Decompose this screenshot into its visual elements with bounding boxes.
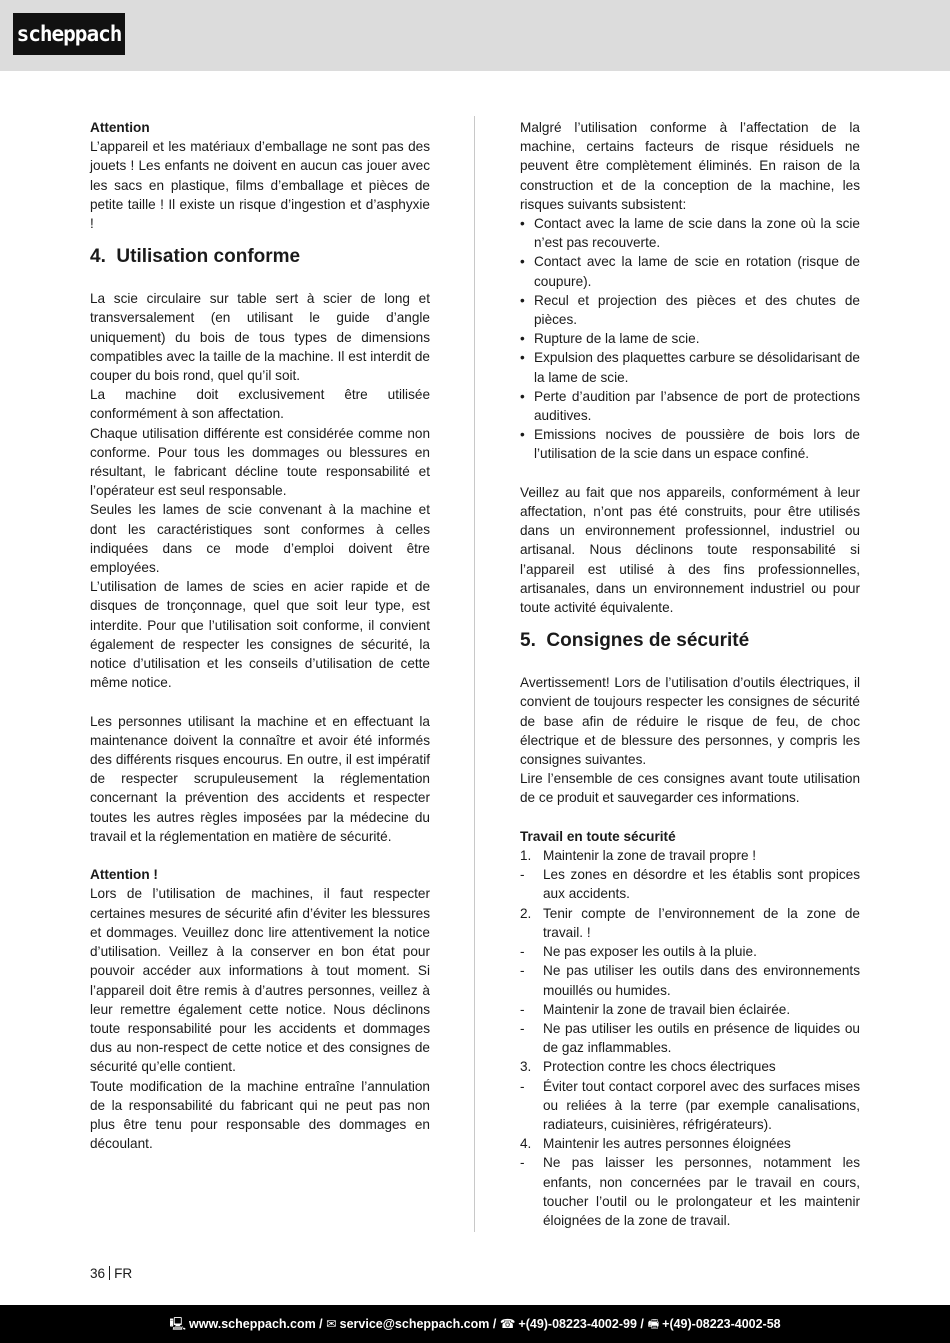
computer-icon: 🖳 [169,1317,187,1331]
list-item [520,961,860,999]
list-item [520,1057,860,1076]
section-5-title: Consignes de sécurité [546,630,750,652]
list-marker: - [520,1155,525,1171]
page-number-separator [109,1266,110,1280]
paragraph: L’utilisation de lames de scies en acier rapide et de disques de tronçonnage, quel que soit leur type, est interdite. Pour que l’utilisation soit conforme, il convient également de respecter les consignes de sécurité, la notice d’utilisation et les conseils d’utilisation de cette même notice. [90,579,430,691]
page-number [90,1266,132,1282]
list-item: • Expulsion des plaquettes carbure se désolidarisant de la lame de scie. [520,348,860,386]
list-item [520,1000,860,1019]
paragraph: Les personnes utilisant la machine et en effectuant la maintenance doivent la connaître et avoir été informés des différents risques encourus. En outre, il est impératif de respecter scrupuleusement la réglementation concernant la prévention des accidents et respecter toutes les autres règles imposées par la médecine du travail et la réglementation en matière de sécurité. [90,713,430,844]
attention-heading: Attention [90,120,150,135]
footer-web[interactable]: www.scheppach.com / [189,1317,323,1331]
list-text: Tenir compte de l’environnement de la zone de travail. ! [543,905,860,940]
list-text: Ne pas utiliser les outils dans des environnements mouillés ou humides. [543,963,860,998]
brand-logo: scheppach [13,13,125,55]
warning-paragraph: Avertissement! Lors de l’utilisation d’outils électriques, il convient de toujours respecter les consignes de sécurité de base afin de réduire le risque de feu, de choc électrique et de blessure des personnes, y compris les consignes suivantes. [520,675,860,768]
page-number-value: 36 [90,1266,106,1281]
list-marker: - [520,1001,525,1017]
list-text: Protection contre les chocs électriques [543,1059,776,1075]
page-footer [0,1305,950,1343]
paragraph: Lire l’ensemble de ces consignes avant toute utilisation de ce produit et sauvegarder ces informations. [520,771,860,806]
list-marker: 4. [520,1136,532,1152]
residual-risk-intro: Malgré l’utilisation conforme à l’affectation de la machine, certains facteurs de risque résiduels ne peuvent être complètement éliminés. En raison de la construction et de la conception de la machine, les risques suivants subsistent: [520,120,860,212]
attention-text: L’appareil et les matériaux d’emballage ne sont pas des jouets ! Les enfants ne doivent en aucun cas jouer avec les sacs en plastique, films d’emballage et pièces de petite taille ! Il existe un risque d’ingestion et d’asphyxie ! [90,139,430,232]
list-marker: 2. [520,905,532,921]
paragraph: Chaque utilisation différente est considérée comme non conforme. Pour tous les dommages ou blessures en résultant, le fabricant décline toute responsabilité et l’opérateur est seul responsable. [90,425,430,499]
right-column [520,118,860,1230]
list-item: • Recul et projection des pièces et des chutes de pièces. [520,291,860,329]
section-4-number: 4. [90,246,106,268]
list-text: Maintenir les autres personnes éloignées [543,1136,791,1152]
list-item [520,1134,860,1153]
list-marker: - [520,1020,525,1036]
list-item: • Contact avec la lame de scie en rotation (risque de coupure). [520,252,860,290]
footer-email[interactable]: service@scheppach.com / [339,1317,497,1331]
section-4-heading [90,233,430,289]
section-5-number: 5. [520,630,536,652]
list-item: • Perte d’audition par l’absence de port de protections auditives. [520,387,860,425]
list-item [520,865,860,903]
safety-steps-list [520,846,860,1230]
list-marker: - [520,867,525,883]
list-marker: 3. [520,1059,532,1075]
column-divider [474,116,475,1232]
list-text: Éviter tout contact corporel avec des surfaces mises ou reliées à la terre (par exemple canalisations, radiateurs, cuisinières, réfrigérateurs). [543,1078,860,1132]
list-item [520,904,860,942]
attention-heading-2: Attention ! [90,867,158,883]
page-language: FR [114,1266,133,1281]
list-item [520,942,860,961]
list-item [520,1153,860,1230]
page-header [0,0,950,71]
section-5-heading [520,617,860,673]
section-4-title: Utilisation conforme [116,246,301,268]
list-text: Maintenir la zone de travail bien éclairée. [543,1001,791,1017]
footer-phone: +(49)-08223-4002-99 / [518,1317,644,1331]
list-item [520,1077,860,1135]
paragraph: La machine doit exclusivement être utilisée conformément à son affectation. [90,387,430,422]
paragraph: Seules les lames de scie convenant à la machine et dont les caractéristiques sont conformes à celles indiquées dans ce mode d’emploi doivent être employées. [90,502,430,576]
risk-list [520,214,860,464]
list-marker: - [520,1078,525,1094]
list-item: • Rupture de la lame de scie. [520,329,860,348]
list-item: • Contact avec la lame de scie dans la zone où la scie n’est pas recouverte. [520,214,860,252]
left-column [90,118,430,1153]
list-marker: - [520,963,525,979]
paragraph: Toute modification de la machine entraîne l’annulation de la responsabilité du fabricant qui ne peut pas non plus être tenu pour responsable des dommages en découlant. [90,1078,430,1152]
fax-icon: 🖷 [647,1317,660,1331]
paragraph: La scie circulaire sur table sert à scier de long et transversalement (en utilisant le guide d’angle uniquement) du bois de tous types de dimensions compatibles avec la taille de la machine. Il est interdit de couper du bois rond, quel qu’il soit. [90,291,430,384]
list-marker: - [520,944,525,960]
list-text: Ne pas utiliser les outils en présence de liquides ou de gaz inflammables. [543,1020,860,1056]
list-item: • Emissions nocives de poussière de bois lors de l’utilisation de la scie dans un espace confiné. [520,425,860,463]
attention-text-2: Lors de l’utilisation de machines, il faut respecter certaines mesures de sécurité afin d’éviter les blessures et dommages. Veuillez donc lire attentivement la notice d’utilisation. Veillez à la conserver en bon état pour pouvoir accéder aux informations à tout moment. Si l’appareil doit être remis à d’autres personnes, veillez à leur remettre également cette notice. Nous déclinons toute responsabilité pour les accidents et dommages dus au non-respect de cette notice et des consignes de sécurité qu’elle contient. [90,886,430,1075]
list-marker: 1. [520,848,532,864]
phone-icon: ☎ [499,1317,516,1331]
list-item [520,1019,860,1057]
list-text: Ne pas exposer les outils à la pluie. [543,944,757,960]
list-text: Les zones en désordre et les établis sont propices aux accidents. [543,867,860,902]
footer-fax: +(49)-08223-4002-58 [662,1317,781,1331]
paragraph: Veillez au fait que nos appareils, conformément à leur affectation, n’ont pas été construits, pour être utilisés dans un environnement professionnel, industriel ou artisanal. Nous déclinons toute responsabilité si l’appareil est utilisé à des fins professionnelles, artisanales, dans un environnement industriel ou pour toute activité équivalente. [520,484,860,616]
mail-icon: ✉ [326,1317,337,1331]
list-item [520,846,860,865]
list-text: Ne pas laisser les personnes, notamment les enfants, non concernées par le travail en cours, toucher l’outil ou le prolongateur et les maintenir éloignées de la zone de travail. [543,1155,860,1228]
list-text: Maintenir la zone de travail propre ! [543,848,757,864]
work-safety-heading: Travail en toute sécurité [520,828,676,844]
